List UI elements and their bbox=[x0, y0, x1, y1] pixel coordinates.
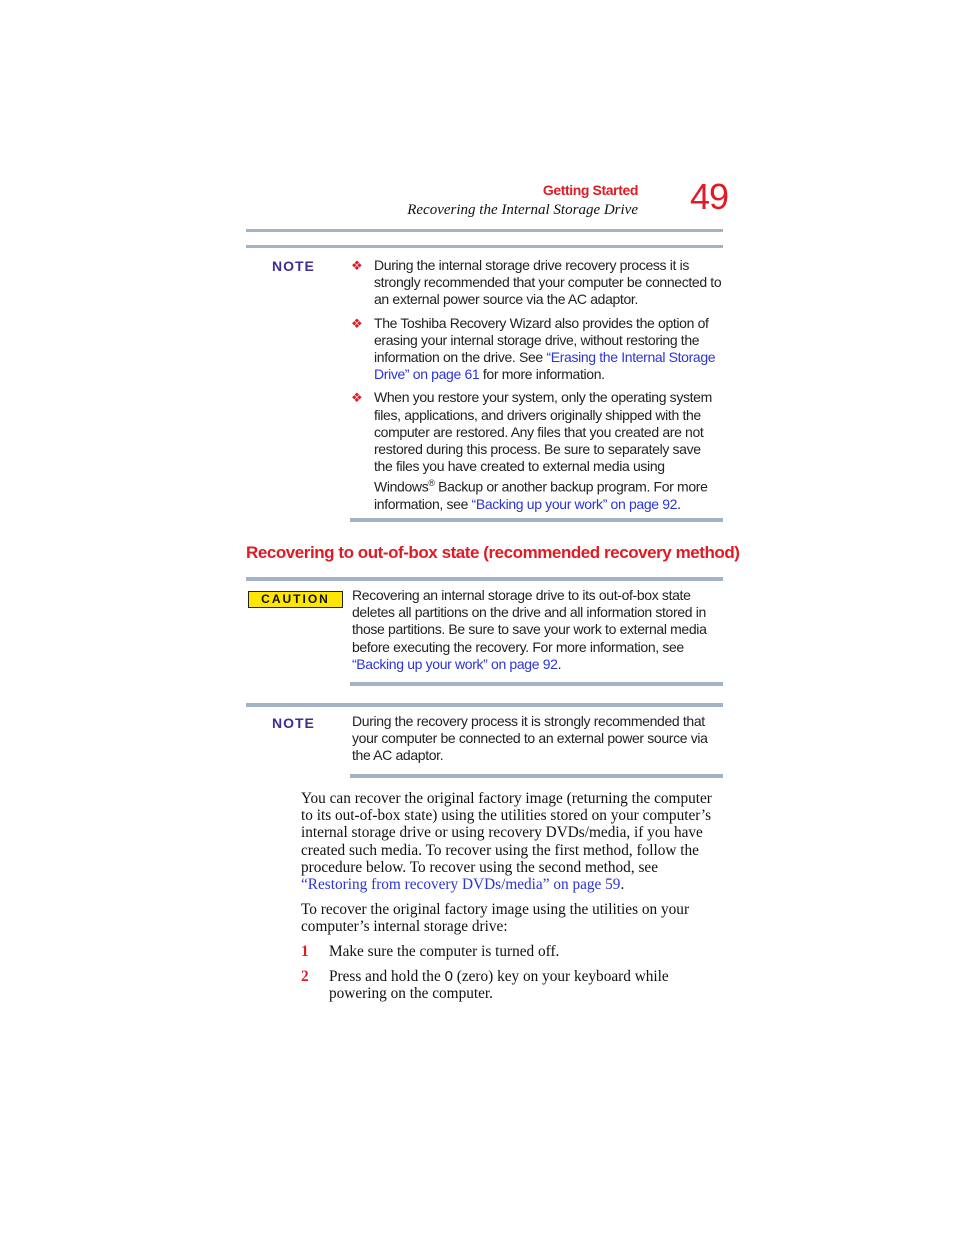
chapter-title: Getting Started bbox=[542, 182, 638, 198]
note1-item bbox=[350, 389, 722, 513]
backing-up-link[interactable]: “Backing up your work” on page 92 bbox=[352, 655, 558, 672]
step-text-after: (zero) key on your keyboard while powering on the computer. bbox=[329, 968, 669, 1003]
note2-bottom-rule bbox=[350, 774, 723, 778]
running-header: Recovering the Internal Storage Drive bbox=[407, 202, 638, 218]
note2-top-rule bbox=[246, 703, 723, 707]
note1-item bbox=[350, 315, 722, 384]
restoring-dvds-link[interactable]: “Restoring from recovery DVDs/media” on page 59 bbox=[301, 876, 621, 894]
page-number: 49 bbox=[690, 176, 729, 217]
diamond-cluster-bullet-icon: ❖ bbox=[351, 258, 363, 273]
paragraph-text-after: . bbox=[620, 876, 625, 894]
body-paragraph: To recover the original factory image using the utilities on your computer’s internal storage drive: bbox=[301, 901, 690, 936]
diamond-cluster-bullet-icon: ❖ bbox=[351, 390, 363, 406]
step-text-before: Press and hold the bbox=[329, 968, 445, 985]
note1-item-text-before: When you restore your system, only the operating system files, applications, and drivers originally shipped with the computer are restored. Any files that you created are not restored during this process. Be sure to separately save the files you have created to external media using Windows bbox=[374, 389, 712, 496]
step-number: 2 bbox=[301, 968, 309, 985]
keyboard-key: 0 bbox=[444, 968, 453, 985]
backing-up-link[interactable]: “Backing up your work” on page 92 bbox=[471, 496, 678, 513]
note-label: NOTE bbox=[272, 715, 315, 731]
diamond-cluster-bullet-icon: ❖ bbox=[351, 315, 363, 331]
erasing-drive-link[interactable]: “Erasing the Internal Storage Drive” on page 61 bbox=[374, 349, 716, 383]
caution-text-before: Recovering an internal storage drive to its out-of-box state deletes all partitions on the drive and all information stored in those partitions. Be sure to save your work to external media before executing the recovery. For more information, see bbox=[352, 587, 707, 655]
note1-item-text-mid: Backup or another backup program. For more information, see bbox=[374, 479, 708, 513]
caution-text-after: . bbox=[557, 655, 562, 672]
note1-item-text-before: The Toshiba Recovery Wizard also provides the option of erasing your internal storage drive, without restoring the information on the drive. See bbox=[374, 314, 709, 366]
caution-label: CAUTION bbox=[248, 591, 343, 608]
note1-item bbox=[350, 257, 722, 309]
header-rule bbox=[246, 229, 723, 232]
note1-bottom-rule bbox=[350, 518, 723, 522]
caution-bottom-rule bbox=[350, 682, 723, 686]
step-text bbox=[329, 968, 722, 1002]
section-heading: Recovering to out-of-box state (recommended recovery method) bbox=[246, 543, 740, 562]
note1-top-rule bbox=[246, 245, 723, 248]
step-number: 1 bbox=[301, 943, 309, 960]
note1-item-text-after: . bbox=[677, 496, 681, 513]
note1-item-text-after: for more information. bbox=[479, 366, 605, 383]
note1-item-text bbox=[374, 315, 722, 384]
note-label: NOTE bbox=[272, 258, 315, 274]
note1-item-text: During the internal storage drive recovery process it is strongly recommended that your computer be connected to an external power source via the AC adaptor. bbox=[374, 257, 722, 308]
body-paragraph bbox=[301, 790, 722, 893]
paragraph-text-before: You can recover the original factory image (returning the computer to its out-of-box state) using the utilities stored on your computer’s internal storage drive or using recovery DVDs/media, if you have created such media. To recover using the first method, follow the procedure below. To recover using the second method, see bbox=[301, 790, 712, 876]
caution-text bbox=[352, 587, 722, 673]
caution-top-rule bbox=[246, 577, 723, 581]
note1-item-text bbox=[374, 389, 722, 513]
registered-mark: ® bbox=[428, 478, 435, 489]
note2-text: During the recovery process it is strongly recommended that your computer be connected to an external power source via the AC adaptor. bbox=[352, 713, 708, 764]
step-text: Make sure the computer is turned off. bbox=[329, 943, 560, 960]
note1-list bbox=[350, 257, 722, 514]
